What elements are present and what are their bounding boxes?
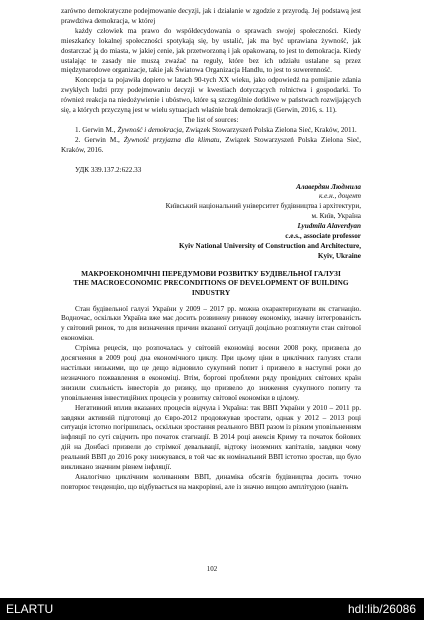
udk-code: УДК 339.137.2:622.33 xyxy=(75,165,142,174)
sources-heading: The list of sources: xyxy=(183,115,239,124)
author-city-ua: м. Київ, Україна xyxy=(311,212,361,221)
source-item: 2. Gerwin M., Żywność przyjazna dla klimatu, Związek Stowarzyszeń Polska Zielona Sieć, Kraków, 2016. xyxy=(61,135,362,154)
article-title-ua: МАКРОЕКОНОМІЧНІ ПЕРЕДУМОВИ РОЗВИТКУ БУДІВЕЛЬНОЇ ГАЛУЗІ xyxy=(81,268,341,278)
author-city-en: Kyiv, Ukraine xyxy=(317,251,361,260)
paragraph: zarówno demokratyczne podejmowanie decyzji, jak i działanie w zgodzie z przyrodą. Jej podstawą jest prawdziwa demokracja, w której xyxy=(61,7,361,25)
paragraph: Негативний вплив вказаних процесів відчула і Україна: так ВВП України у 2010 – 2011 рр. завдяки активній підготовці до Євро-2012 продовжував зростати, однак у 2012 – 2013 році ситуація істотно погіршилась, оскільки зростання реального ВВП разом із різким уповільненням інфляції по суті свідчить про початок стагнації. В 2014 році анексія Криму та початок бойових дій на Донбасі призвели до стрімкої девальвації, відтоку іноземних капіталів, завдяки чому реальний ВВП до 2016 року знижувався, в той час як номінальний ВВП істотно зростав, що було викликано значним рівнем інфляції. xyxy=(61,403,361,472)
author-degree-en: c.e.s., associate professor xyxy=(285,232,361,241)
paragraph: Аналогічно циклічним коливанням ВВП, динаміка обсягів будівництва досить точно повторює тенденцію, що відбувається на макрорівні, але із значно вищою амплітудою (навіть xyxy=(61,472,361,491)
author-name-ua: Алавердян Людмила xyxy=(296,182,361,191)
author-affiliation-ua: Київський національний університет будівництва і архітектури, xyxy=(165,202,361,211)
footer-handle: hdl:lib/26086 xyxy=(347,602,416,616)
paragraph: Стан будівельної галузі України у 2009 – 2017 рр. можна охарактеризувати як стагнацію. Водночас, оскільки Україна вже має досить розвинену ринкову економіку, значну інтегрованість у світовий ринок, то для визначення причин вказаної ситуації доцільно розглянути стан світової економіки. xyxy=(61,304,361,343)
author-name-en: Lyudmila Alaverdyan xyxy=(297,222,361,231)
author-degree-ua: к.е.н., доцент xyxy=(318,192,361,201)
paragraph: Koncepcja ta pojawiła dopiero w latach 90-tych XX wieku, jako odpowiedź na pomijanie zdania zwykłych ludzi przy podejmowaniu decyzji w kwestiach dotyczących rolnictwa i gospodarki. To również reakcja na niedożywienie i ubóstwo, które są szczególnie dotkliwe w państwach rozwijających się, a których przyczyną jest w wielu sytuacjach właśnie brak demokracji (Gerwin, 2016, s. 11). xyxy=(61,76,361,115)
paragraph: Стрімка рецесія, що розпочалась у світовій економіці восени 2008 року, призвела до досягнення в 2009 році дна економічного циклу. При цьому ціни в циклічних галузях стали настільки низькими, що це дещо відновило сукупний попит і призвело в наступні роки до незначного пожвавлення в економіці. Втім, борговi проблеми ряду провідних світових країн знизили схильність інвесторів до ризику, що призвело до зниження сукупного попиту та уповільнення інвестиційних процесів у розвитку світової економіки в цілому. xyxy=(61,344,361,402)
page-number: 102 xyxy=(206,565,218,573)
author-affiliation-en: Kyiv National University of Construction and Architecture, xyxy=(178,241,361,250)
footer-repository-label: ELARTU xyxy=(6,602,54,616)
paragraph: każdy człowiek ma prawo do współdecydowania o sprawach swojej społeczności. Kiedy mieszkańcy lokalnej społeczności spotykają się, by ustalić, jak ma być uprawiana żywność, jak dostarczać ją do miasta, w jakiej cenie, jak przetworzoną i jak opakowaną, to jest to demokracja. Kiedy ustalając te zasady nie muszą zważać na reguły, które bez ich udziału ustalane są przez międzynarodowe organizacje, takie jak Światowa Organizacja Handlu, to jest to suwerenność. xyxy=(61,26,361,75)
article-title-en: THE MACROECONOMIC PRECONDITIONS OF DEVELOPMENT OF BUILDING INDUSTRY xyxy=(73,278,349,297)
footer-bar xyxy=(0,598,424,620)
text-column xyxy=(61,7,361,493)
source-item: 1. Gerwin M., Żywność i demokracja, Związek Stowarzyszeń Polska Zielona Sieć, Kraków, 2011. xyxy=(75,125,357,134)
